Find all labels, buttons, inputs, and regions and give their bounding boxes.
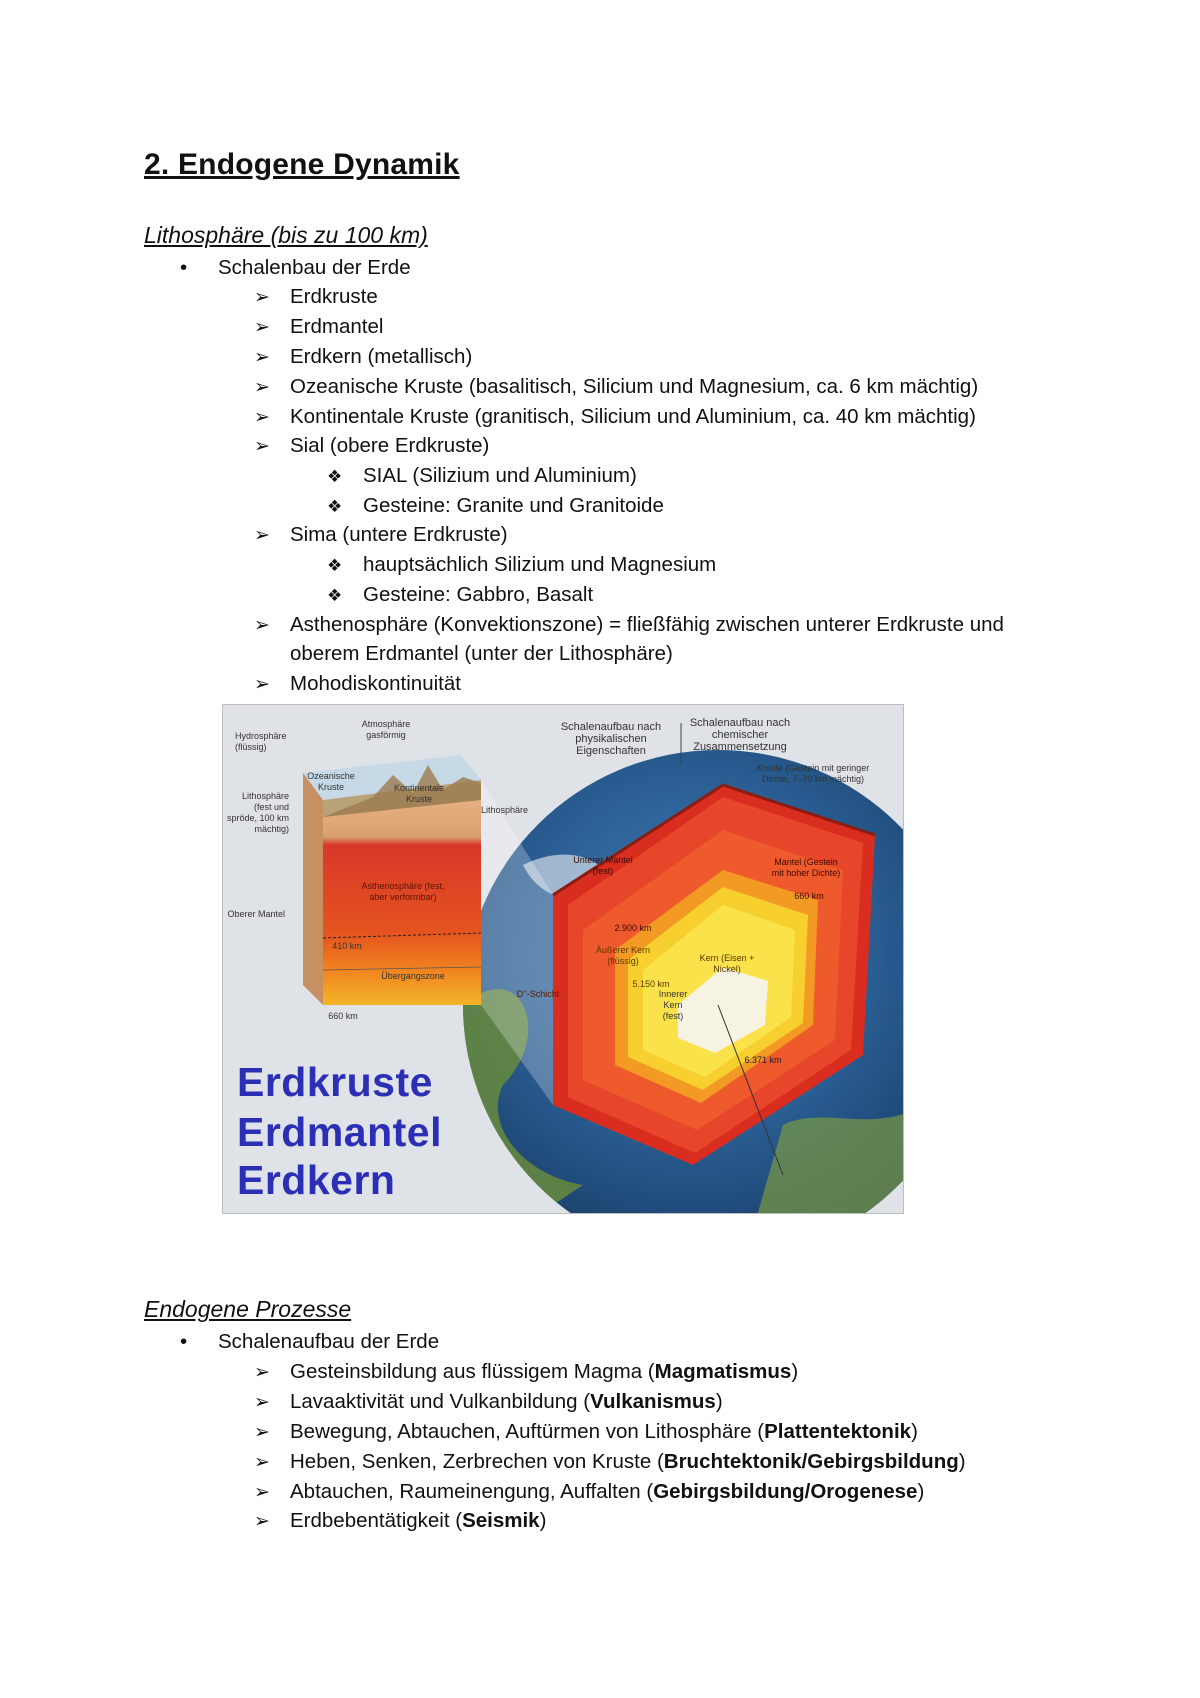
label-mantel: Mantel (Gestein mit hoher Dichte) (771, 857, 841, 878)
label-innerer-kern: Innerer Kern (fest) (658, 989, 688, 1021)
list-item: ➢ Abtauchen, Raumeinengung, Auffalten (Gebirgsbildung/Orogenese) (254, 1478, 924, 1507)
label-atmosphaere: Atmosphäre gasförmig (361, 719, 411, 740)
diamond-bullet-icon: ❖ (327, 497, 343, 516)
page-title: 2. Endogene Dynamik (144, 148, 460, 181)
diamond-bullet-icon: ❖ (327, 467, 343, 486)
arrow-bullet-icon: ➢ (254, 1422, 270, 1443)
label-5150km: 5.150 km (632, 979, 670, 989)
arrow-bullet-icon: ➢ (254, 317, 270, 338)
list-item: • Schalenbau der Erde (180, 254, 411, 282)
label-660km-right: 660 km (794, 891, 824, 901)
list-item: ➢ Heben, Senken, Zerbrechen von Kruste (Bruchtektonik/Gebirgsbildung) (254, 1448, 966, 1477)
list-item: ❖ hauptsächlich Silizium und Magnesium (327, 551, 716, 580)
list-item: ➢ Asthenosphäre (Konvektionszone) = fließfähig zwischen unterer Erdkruste und (254, 611, 1004, 640)
big-label-erdkruste: Erdkruste (237, 1059, 433, 1105)
diamond-bullet-icon: ❖ (327, 586, 343, 605)
list-item: ➢ Ozeanische Kruste (basalitisch, Silicium und Magnesium, ca. 6 km mächtig) (254, 373, 978, 402)
section-heading-lithosphaere: Lithosphäre (bis zu 100 km) (144, 222, 428, 248)
label-kruste: Kruste (Gestein mit geringer Dichte, 7–70 km mächtig) (756, 763, 870, 784)
label-aeusserer-kern: Äußerer Kern (flüssig) (595, 945, 651, 966)
list-item: ➢ Kontinentale Kruste (granitisch, Silicium und Aluminium, ca. 40 km mächtig) (254, 403, 976, 432)
arrow-bullet-icon: ➢ (254, 674, 270, 695)
list-item-continuation: oberem Erdmantel (unter der Lithosphäre) (290, 642, 673, 665)
list-item: ❖ Gesteine: Granite und Granitoide (327, 492, 664, 521)
list-item: ➢ Sial (obere Erdkruste) (254, 432, 489, 461)
list-item: • Schalenaufbau der Erde (180, 1328, 439, 1356)
list-item: ❖ SIAL (Silizium und Aluminium) (327, 462, 637, 491)
label-unterer-mantel: Unterer Mantel (fest) (573, 855, 633, 876)
arrow-bullet-icon: ➢ (254, 407, 270, 428)
label-oberer-mantel: Oberer Mantel (227, 909, 285, 919)
list-item: ➢ Gesteinsbildung aus flüssigem Magma (Magmatismus) (254, 1358, 798, 1387)
list-item: ➢ Erdkruste (254, 283, 378, 312)
label-asthenosphaere: Asthenosphäre (fest, aber verformbar) (361, 881, 445, 902)
arrow-bullet-icon: ➢ (254, 615, 270, 636)
label-ozeanische-kruste: Ozeanische Kruste (307, 771, 355, 792)
label-lithosphaere-right: Lithosphäre (481, 805, 529, 815)
arrow-bullet-icon: ➢ (254, 1482, 270, 1503)
label-6371km: 6.371 km (744, 1055, 782, 1065)
list-item: ➢ Bewegung, Abtauchen, Auftürmen von Lithosphäre (Plattentektonik) (254, 1418, 918, 1447)
list-item: ➢ Erdbebentätigkeit (Seismik) (254, 1507, 546, 1536)
arrow-bullet-icon: ➢ (254, 377, 270, 398)
list-item: ➢ Sima (untere Erdkruste) (254, 521, 508, 550)
label-2900km: 2.900 km (614, 923, 652, 933)
label-uebergangszone: Übergangszone (381, 971, 445, 981)
list-item: ➢ Lavaaktivität und Vulkanbildung (Vulkanismus) (254, 1388, 723, 1417)
bullet-icon: • (180, 1330, 188, 1353)
big-label-erdkern: Erdkern (237, 1157, 396, 1203)
arrow-bullet-icon: ➢ (254, 525, 270, 546)
label-d-schicht: D''-Schicht (516, 989, 560, 999)
list-item: ➢ Erdmantel (254, 313, 383, 342)
section-heading-endogene-prozesse: Endogene Prozesse (144, 1296, 352, 1322)
header-chemical: Schalenaufbau nach chemischer Zusammensetzung (689, 717, 791, 753)
diamond-bullet-icon: ❖ (327, 556, 343, 575)
arrow-bullet-icon: ➢ (254, 1511, 270, 1532)
arrow-bullet-icon: ➢ (254, 1392, 270, 1413)
label-lithosphaere-left: Lithosphäre (fest und spröde, 100 km mächtig) (226, 791, 289, 834)
list-item: ❖ Gesteine: Gabbro, Basalt (327, 581, 593, 610)
label-hydrosphaere: Hydrosphäre (flüssig) (235, 731, 287, 752)
bullet-icon: • (180, 256, 188, 279)
label-kontinentale-kruste: Kontinentale Kruste (393, 783, 445, 804)
big-label-erdmantel: Erdmantel (237, 1109, 442, 1155)
arrow-bullet-icon: ➢ (254, 287, 270, 308)
label-660km: 660 km (328, 1011, 358, 1021)
label-kern: Kern (Eisen + Nickel) (699, 953, 755, 974)
header-physical: Schalenaufbau nach physikalischen Eigenschaften (560, 721, 662, 757)
arrow-bullet-icon: ➢ (254, 1362, 270, 1383)
list-item: ➢ Erdkern (metallisch) (254, 343, 472, 372)
earth-structure-figure (222, 704, 904, 1214)
arrow-bullet-icon: ➢ (254, 436, 270, 457)
label-410km: 410 km (332, 941, 362, 951)
list-item: ➢ Mohodiskontinuität (254, 670, 461, 699)
arrow-bullet-icon: ➢ (254, 347, 270, 368)
arrow-bullet-icon: ➢ (254, 1452, 270, 1473)
